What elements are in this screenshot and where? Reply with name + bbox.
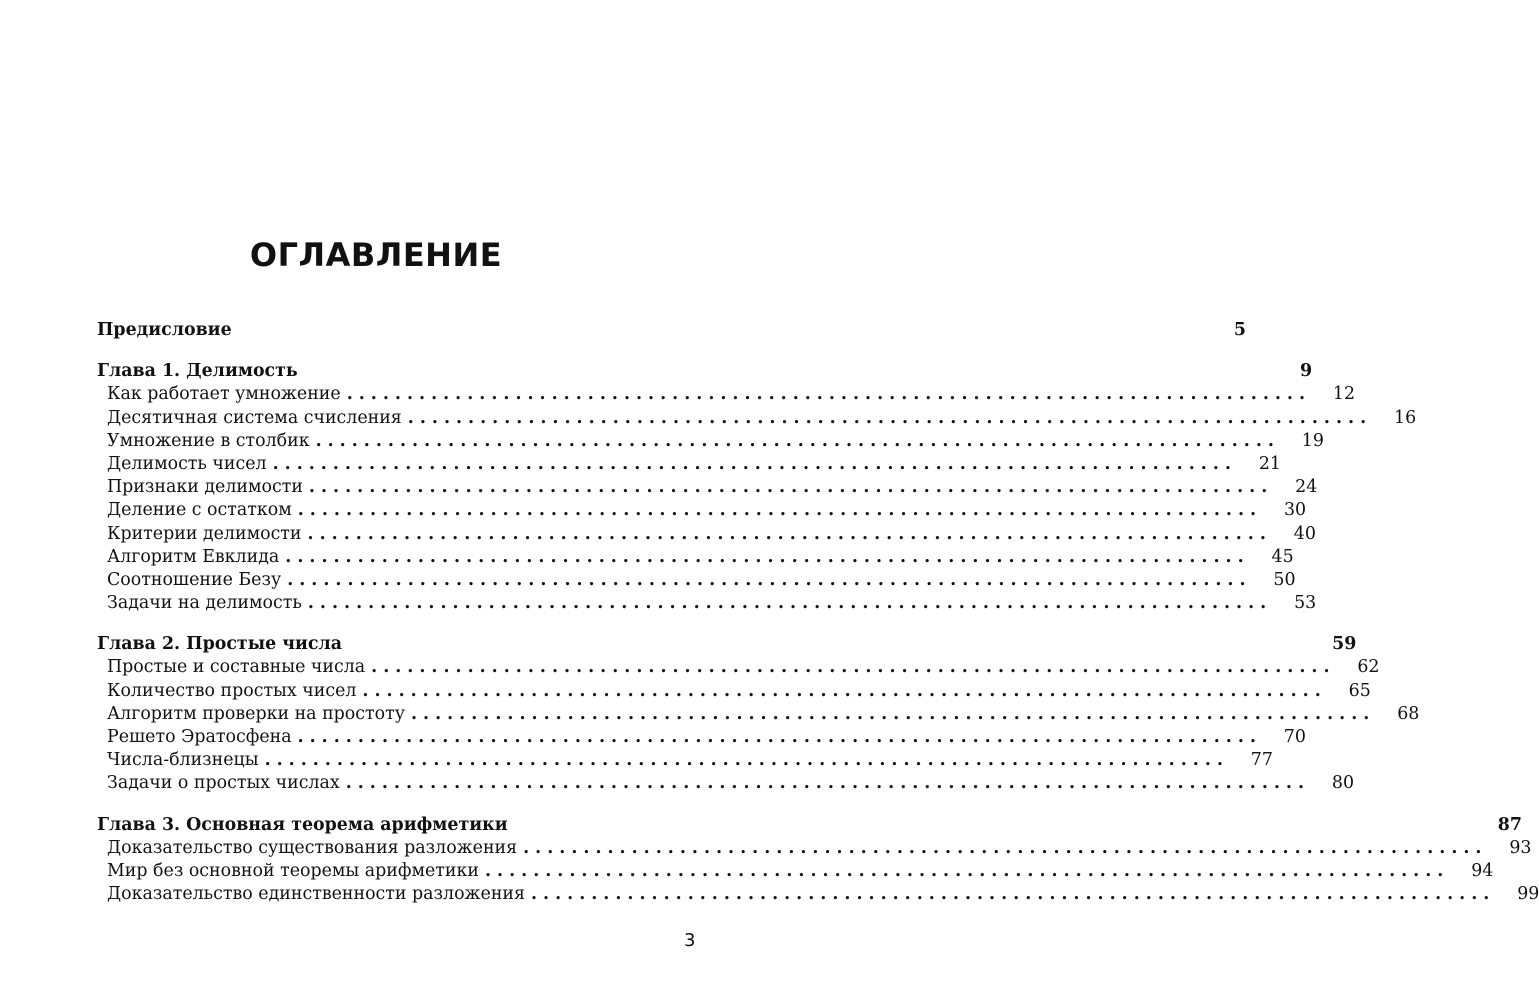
toc-entry-label: Предисловие: [97, 320, 232, 340]
toc-entry[interactable]: [97, 407, 1417, 430]
toc-entry-label: Алгоритм проверки на простоту: [107, 703, 405, 724]
toc-entry-label: Количество простых чисел: [107, 680, 357, 701]
dot-leader: ................................................................................: [272, 453, 1237, 474]
dot-leader: ................................................................................: [287, 569, 1252, 590]
dot-leader: ................................................................................: [307, 523, 1272, 544]
toc-entry[interactable]: [97, 656, 1380, 679]
toc-entry[interactable]: [97, 383, 1356, 406]
dot-leader: ................................................................................: [285, 546, 1250, 567]
toc-entry[interactable]: [97, 883, 1539, 906]
dot-leader: ................................................................................: [315, 430, 1280, 451]
toc-chapter-1[interactable]: [97, 360, 1313, 383]
toc-entry-page: 5: [1233, 320, 1246, 340]
toc-entry-page: 45: [1271, 546, 1294, 567]
toc-entry-label: Критерии делимости: [107, 523, 302, 544]
toc-entry[interactable]: [97, 453, 1281, 476]
spacer: [97, 342, 657, 360]
toc-chapter-label: Глава 1. Делимость: [97, 361, 298, 382]
toc-chapter-page: 87: [1497, 814, 1522, 835]
toc-entry[interactable]: [97, 726, 1306, 749]
toc-entry-label: Десятичная система счисления: [107, 407, 402, 428]
table-of-contents: [97, 319, 1539, 906]
toc-entry-label: Умножение в столбик: [107, 430, 310, 451]
toc-entry-label: Признаки делимости: [107, 477, 303, 498]
toc-entry-page: 12: [1332, 384, 1356, 405]
toc-entry-page: 94: [1471, 860, 1494, 881]
toc-entry-page: 99: [1517, 884, 1539, 905]
toc-entry[interactable]: [97, 546, 1294, 569]
toc-entry[interactable]: [97, 499, 1307, 522]
toc-entry-page: 62: [1357, 657, 1380, 678]
toc-entry-page: 93: [1509, 837, 1532, 858]
dot-leader: ................................................................................: [346, 384, 1312, 405]
toc-entry-page: 53: [1294, 593, 1317, 614]
toc-entry-page: 21: [1258, 453, 1281, 474]
toc-entry-label: Доказательство существования разложения: [107, 837, 518, 858]
dot-leader: ................................................................................: [523, 837, 1488, 858]
toc-entry-page: 40: [1293, 523, 1316, 544]
toc-entry-page: 24: [1295, 477, 1318, 498]
toc-chapter-3[interactable]: [97, 814, 1522, 837]
toc-entry-label: Соотношение Безу: [107, 569, 282, 590]
dot-leader: ................................................................................: [371, 657, 1336, 678]
toc-entry-preface[interactable]: [97, 319, 1246, 342]
dot-leader: ................................................................................: [407, 407, 1373, 428]
toc-entry-label: Алгоритм Евклида: [107, 546, 280, 567]
toc-chapter-page: 9: [1299, 361, 1313, 382]
dot-leader: ................................................................................: [297, 727, 1262, 747]
toc-entry-label: Как работает умножение: [107, 384, 341, 405]
toc-chapter-2[interactable]: [97, 633, 1357, 656]
toc-chapter-label: Глава 2. Простые числа: [97, 634, 342, 655]
toc-entry[interactable]: [97, 476, 1318, 499]
toc-entry-page: 68: [1397, 703, 1420, 724]
toc-entry[interactable]: [97, 430, 1324, 453]
toc-entry-label: Задачи о простых числах: [107, 773, 340, 794]
toc-entry-label: Решето Эратосфена: [107, 727, 292, 747]
dot-leader: ................................................................................: [410, 703, 1376, 724]
dot-leader: ................................................................................: [264, 750, 1229, 771]
toc-entry-page: 16: [1394, 407, 1417, 428]
dot-leader: ................................................................................: [308, 477, 1274, 498]
dot-leader: ................................................................................: [362, 680, 1327, 701]
page-number: 3: [684, 930, 696, 951]
toc-chapter-label: Глава 3. Основная теорема арифметики: [97, 814, 508, 835]
toc-entry-page: 77: [1250, 750, 1273, 771]
toc-entry[interactable]: [97, 680, 1371, 703]
dot-leader: ................................................................................: [307, 593, 1273, 614]
toc-entry-page: 19: [1301, 430, 1324, 451]
toc-entry-page: 80: [1331, 773, 1355, 794]
toc-entry[interactable]: [97, 703, 1420, 726]
toc-entry-label: Делимость чисел: [107, 453, 267, 474]
spacer: [97, 615, 657, 633]
spacer: [97, 796, 657, 814]
toc-chapter-page: 59: [1332, 634, 1357, 655]
page-title: ОГЛАВЛЕНИЕ: [249, 236, 503, 274]
toc-entry[interactable]: [97, 523, 1316, 546]
toc-entry[interactable]: [97, 837, 1532, 860]
dot-leader: ................................................................................: [484, 860, 1450, 881]
toc-entry-page: 65: [1348, 680, 1371, 701]
toc-entry-label: Деление с остатком: [107, 500, 292, 521]
toc-entry[interactable]: [97, 592, 1317, 615]
toc-entry-label: Мир без основной теоремы арифметики: [107, 860, 479, 881]
toc-entry-page: 70: [1283, 727, 1306, 747]
toc-entry-page: 50: [1273, 569, 1296, 590]
dot-leader: ................................................................................: [297, 500, 1263, 521]
toc-entry-page: 30: [1283, 500, 1307, 521]
toc-entry-label: Простые и составные числа: [107, 657, 366, 678]
toc-entry[interactable]: [97, 749, 1273, 772]
toc-entry[interactable]: [97, 569, 1296, 592]
toc-entry-label: Задачи на делимость: [107, 593, 302, 614]
dot-leader: ................................................................................: [530, 884, 1496, 905]
toc-entry[interactable]: [97, 860, 1494, 883]
toc-entry[interactable]: [97, 772, 1355, 795]
toc-entry-label: Доказательство единственности разложения: [107, 884, 525, 905]
dot-leader: ................................................................................: [345, 773, 1311, 794]
toc-entry-label: Числа-близнецы: [107, 750, 259, 771]
